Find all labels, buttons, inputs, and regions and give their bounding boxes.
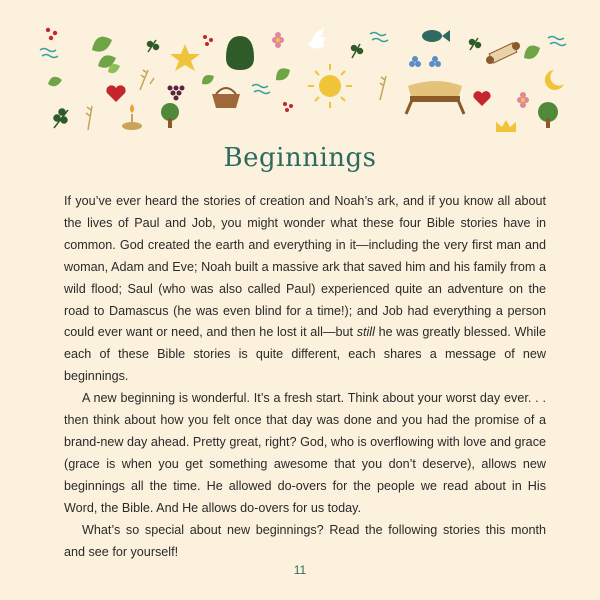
wheat-icon [380,76,386,100]
paragraph-text: If you’ve ever heard the stories of creation and Noah’s ark, and if you know all about the lives of Paul and Job, you might wonder what these four Bible stories have in common. God created the earth and everything in it—including the very first man and woman, Adam and Eve; Noah built a massive ark that saved him and his family from a wild flood; Saul (who was also called Paul) experienced quite an adventure on the road to Damascus (he was even blind for a time!); and Job had everything a person could ever want or need, and then he lost it all—but [64,194,546,340]
body-text [64,191,546,563]
paragraph: A new beginning is wonderful. It’s a fresh start. Think about your worst day ever. . . then think about how you felt once that day was done and you had the promise of a brand-new day ahead. Pretty great, right? God, who is overflowing with love and grace (grace is when you get something awesome that you don’t deserve), allows new beginnings all the time. He allowed do-overs for the people we read about in His Word, the Bible. And He allows do-overs for us today. [64,391,546,515]
waves-icon [548,37,566,46]
lamp-icon [122,104,142,130]
paragraph: What’s so special about new beginnings? Read the following stories this month and see for yourself! [64,522,546,559]
sun-icon [308,64,352,108]
berries-icon [203,35,213,46]
heart-icon [473,91,490,106]
leaf-icon [48,77,62,86]
flower-icon [517,92,529,108]
star-icon [170,44,200,71]
paragraph-text: he was greatly blessed. While each of these Bible stories is quite different, each shares a message of new beginnings. [64,325,546,384]
scroll-icon [486,42,520,64]
sprig-icon [470,38,481,50]
flower-icon [272,32,284,48]
page-number: 11 [293,563,307,577]
leaf-icon [276,68,290,80]
tree-icon [161,103,179,128]
emphasis-text: still [356,325,375,340]
manger-icon [406,81,464,114]
decorative-banner [0,0,600,145]
berries-icon [46,28,57,40]
page-title: Beginnings [223,143,377,173]
waves-icon [370,33,388,42]
wheat-icon [86,106,92,130]
sprig-icon [148,40,159,52]
fish-icon [422,30,450,42]
grapes-icon [168,86,185,101]
moon-icon [545,70,564,90]
sprig-icon [352,44,363,58]
tree-icon [226,36,254,70]
wheat-icon [140,70,154,90]
berries-icon [283,102,293,112]
tree-icon [538,102,558,128]
heart-icon [106,85,125,102]
sprig-icon [54,109,68,128]
waves-icon [40,49,58,58]
paragraph [64,191,546,388]
leaf-icon [524,46,540,59]
waves-icon [252,85,270,94]
dove-icon [308,28,326,49]
leaf-icon [92,37,120,73]
flower-icon [409,56,441,67]
crown-icon [496,120,516,132]
leaf-icon [202,75,214,84]
basket-icon [212,88,240,108]
